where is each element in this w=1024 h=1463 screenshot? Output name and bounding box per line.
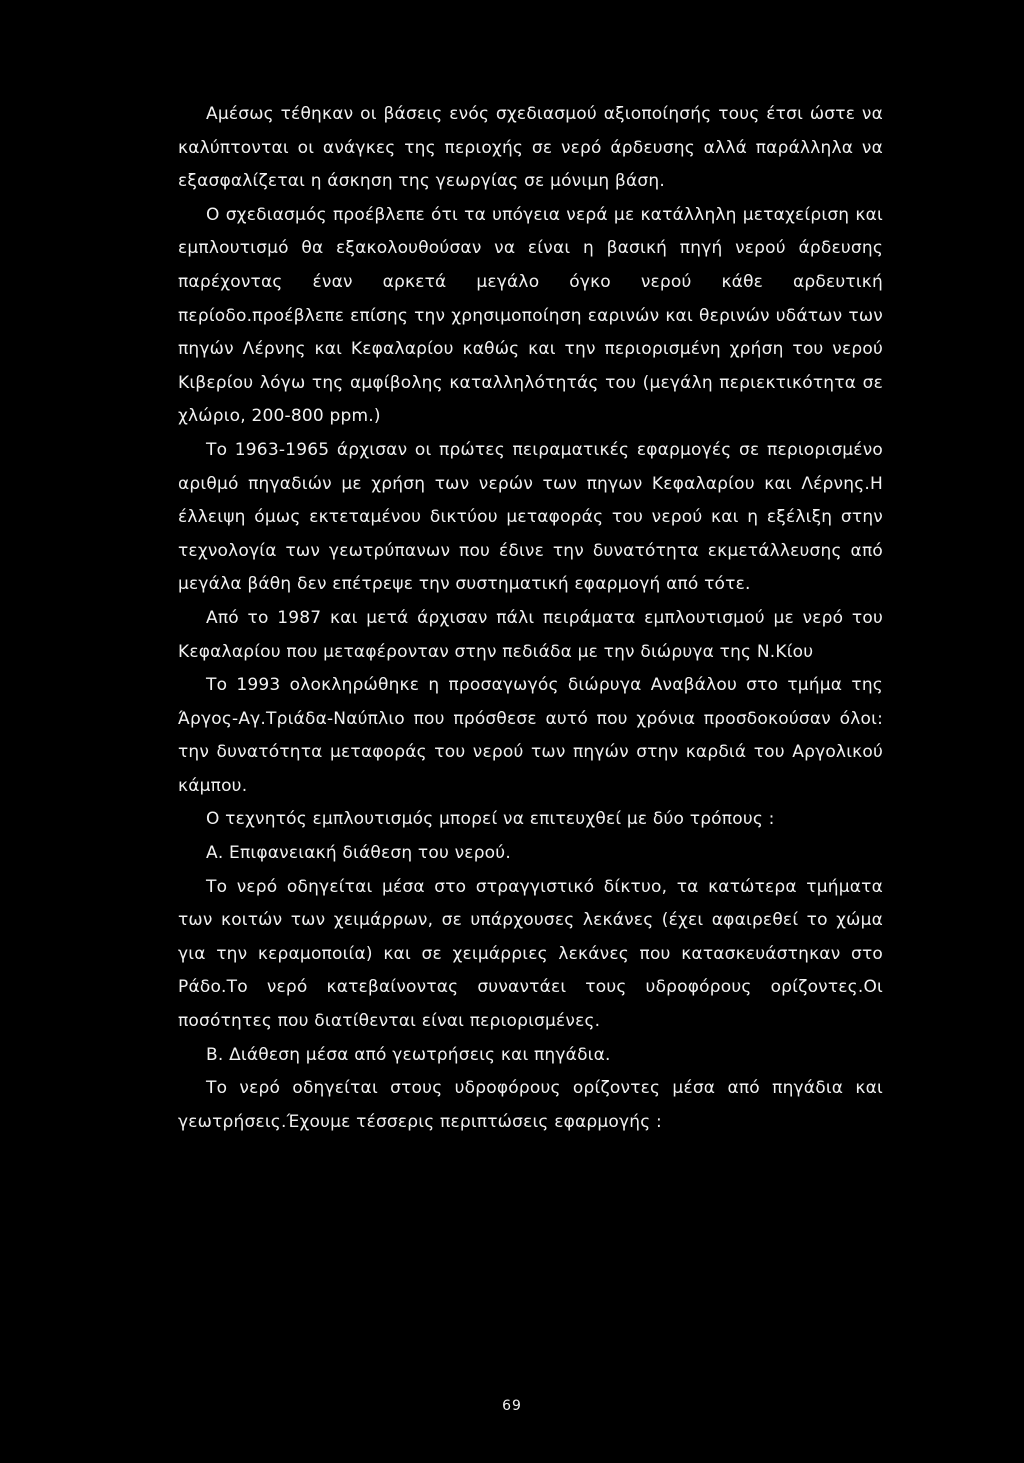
paragraph-3: Το 1963-1965 άρχισαν οι πρώτες πειραματικές εφαρμογές σε περιορισμένο αριθμό πηγαδιών με χρήση των νερών των πηγων Κεφαλαρίου και Λέρνης.Η έλλειψη όμως εκτεταμένου δικτύου μεταφοράς του νερού και η εξέλιξη στην τεχνολογία των γεωτρύπανων που έδινε την δυνατότητα εκμετάλλευσης από μεγάλα βάθη δεν επέτρεψε την συστηματική εφαρμογή από τότε.	[178, 439, 883, 595]
paragraph-8: Το νερό οδηγείται στους υδροφόρους ορίζοντες μέσα από πηγάδια και γεωτρήσεις.Έχουμε τέσσερις περιπτώσεις εφαρμογής :	[178, 1078, 883, 1132]
section-heading-b: Β. Διάθεση μέσα από γεωτρήσεις και πηγάδια.	[206, 1044, 611, 1065]
section-heading-a: Α. Επιφανειακή διάθεση του νερού.	[206, 843, 511, 864]
paragraph-6: Ο τεχνητός εμπλουτισμός μπορεί να επιτευχθεί με δύο τρόπους :	[206, 809, 775, 830]
paragraph-7: Το νερό οδηγείται μέσα στο στραγγιστικό δίκτυο, τα κατώτερα τμήματα των κοιτών των χειμάρρων, σε υπάρχουσες λεκάνες (έχει αφαιρεθεί το χώμα για την κεραμοποιία) και σε χειμάρριες λεκάνες που κατασκευάστηκαν στο Ράδο.Το νερό κατεβαίνοντας συναντάει τους υδροφόρους ορίζοντες.Οι ποσότητες που διατίθενται είναι περιορισμένες.	[178, 876, 883, 1032]
paragraph-5: Το 1993 ολοκληρώθηκε η προσαγωγός διώρυγα Αναβάλου στο τμήμα της Άργος-Αγ.Τριάδα-Ναύπλιο που πρόσθεσε αυτό που χρόνια προσδοκούσαν όλοι: την δυνατότητα μεταφοράς του νερού των πηγών στην καρδιά του Αργολικού κάμπου.	[178, 675, 883, 796]
paragraph-2: Ο σχεδιασμός προέβλεπε ότι τα υπόγεια νερά με κατάλληλη μεταχείριση και εμπλουτισμό θα εξακολουθούσαν να είναι η βασική πηγή νερού άρδευσης παρέχοντας έναν αρκετά μεγάλο όγκο νερού κάθε αρδευτική περίοδο.προέβλεπε επίσης την χρησιμοποίηση εαρινών και θερινών υδάτων των πηγών Λέρνης και Κεφαλαρίου καθώς και την περιορισμένη χρήση του νερού Κιβερίου λόγω της αμφίβολης καταλληλότητάς του (μεγάλη περιεκτικότητα σε χλώριο, 200-800 ppm.)	[178, 204, 883, 427]
body-text	[178, 98, 883, 1139]
paragraph-4: Από το 1987 και μετά άρχισαν πάλι πειράματα εμπλουτισμού με νερό του Κεφαλαρίου που μεταφέρονταν στην πεδιάδα με την διώρυγα της Ν.Κίου	[178, 607, 883, 662]
paragraph-1: Αμέσως τέθηκαν οι βάσεις ενός σχεδιασμού αξιοποίησής τους έτσι ώστε να καλύπτονται οι ανάγκες της περιοχής σε νερό άρδευσης αλλά παράλληλα να εξασφαλίζεται η άσκηση της γεωργίας σε μόνιμη βάση.	[178, 104, 883, 192]
page-number: 69	[502, 1398, 522, 1414]
